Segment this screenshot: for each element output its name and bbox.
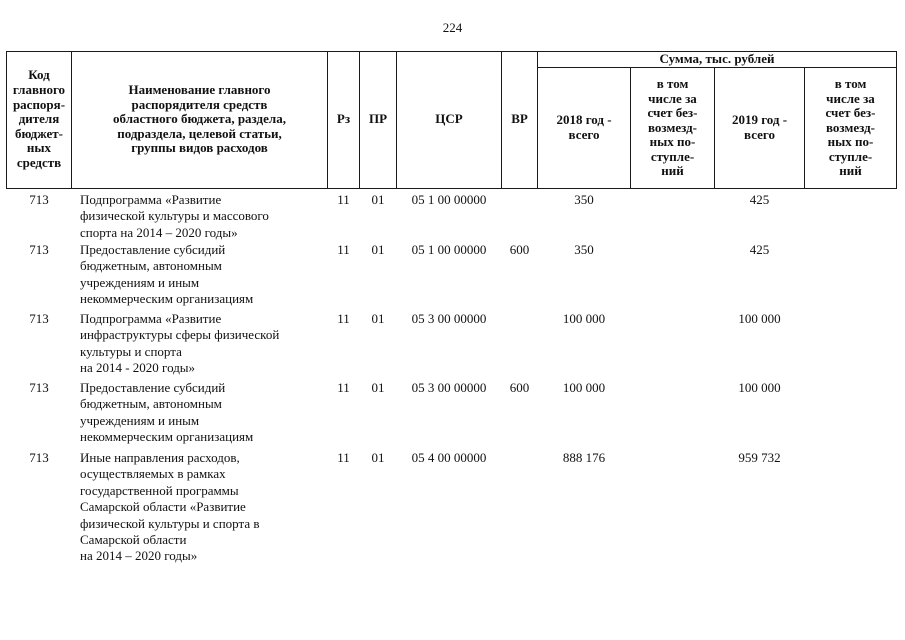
row-1-name: Подпрограмма «Развитие физической культуры и массового спорта на 2014 – 2020 годы» <box>80 192 269 240</box>
row-1-code: 713 <box>29 192 49 207</box>
header-bottom-border <box>6 188 897 189</box>
row-4-pr: 01 <box>371 380 385 395</box>
row-2-2019-total: 425 <box>749 242 770 257</box>
row-5-rz: 11 <box>337 450 350 465</box>
header-2018-total: 2018 год - всего <box>556 112 612 142</box>
header-pr: ПР <box>368 111 388 127</box>
row-1-2018-total: 350 <box>574 192 594 207</box>
row-3-name: Подпрограмма «Развитие инфраструктуры сферы физической культуры и спорта на 2014 - 2020 годы» <box>80 311 280 376</box>
header-2019-free-receipts: в том числе за счет без- возмезд- ных по- ступле- ний <box>825 75 876 179</box>
row-5-name: Иные направления расходов, осуществляемых в рамках государственной программы Самарской области «Развитие физической культуры и спорта в Самарской области на 2014 – 2020 годы» <box>80 450 260 564</box>
header-name: Наименование главного распорядителя средств областного бюджета, раздела, подраздела, целевой статьи, группы видов расходов <box>113 82 286 156</box>
row-2-vr: 600 <box>509 242 530 257</box>
header-sum: Сумма, тыс. рублей <box>659 50 775 66</box>
row-2-pr: 01 <box>371 242 385 257</box>
row-2-name: Предоставление субсидий бюджетным, автономным учреждениям и иным некоммерческим организациям <box>80 242 254 307</box>
row-2-code: 713 <box>29 242 49 257</box>
row-1-csr: 05 1 00 00000 <box>411 192 487 207</box>
header-vr: ВР <box>511 111 528 127</box>
row-1-pr: 01 <box>371 192 385 207</box>
row-4-rz: 11 <box>337 380 350 395</box>
header-2019-total: 2019 год - всего <box>731 112 788 142</box>
row-4-2018-total: 100 000 <box>562 380 606 395</box>
row-3-2019-total: 100 000 <box>738 311 781 326</box>
row-1-2019-total: 425 <box>749 192 770 207</box>
row-4-2019-total: 100 000 <box>738 380 781 395</box>
row-3-csr: 05 3 00 00000 <box>411 311 487 326</box>
row-1-rz: 11 <box>337 192 350 207</box>
row-2-2018-total: 350 <box>574 242 594 257</box>
row-2-rz: 11 <box>337 242 350 257</box>
header-csr: ЦСР <box>435 111 463 127</box>
header-code: Код главного распоря- дителя бюджет- ных средств <box>12 67 66 170</box>
row-4-csr: 05 3 00 00000 <box>411 380 487 395</box>
row-3-rz: 11 <box>337 311 350 326</box>
page-number: 224 <box>442 20 463 35</box>
row-3-pr: 01 <box>371 311 385 326</box>
row-2-csr: 05 1 00 00000 <box>411 242 487 257</box>
row-5-csr: 05 4 00 00000 <box>411 450 487 465</box>
row-5-2019-total: 959 732 <box>738 450 781 465</box>
row-5-code: 713 <box>29 450 49 465</box>
row-5-pr: 01 <box>371 450 385 465</box>
header-2018-free-receipts: в том числе за счет без- возмезд- ных по- ступле- ний <box>647 75 698 179</box>
row-3-code: 713 <box>29 311 49 326</box>
table-right-border <box>896 51 897 189</box>
row-4-vr: 600 <box>509 380 530 395</box>
header-rz: Рз <box>336 111 351 127</box>
row-4-name: Предоставление субсидий бюджетным, автономным учреждениям и иным некоммерческим организациям <box>80 380 254 445</box>
row-4-code: 713 <box>29 380 49 395</box>
row-5-2018-total: 888 176 <box>562 450 606 465</box>
row-3-2018-total: 100 000 <box>562 311 606 326</box>
